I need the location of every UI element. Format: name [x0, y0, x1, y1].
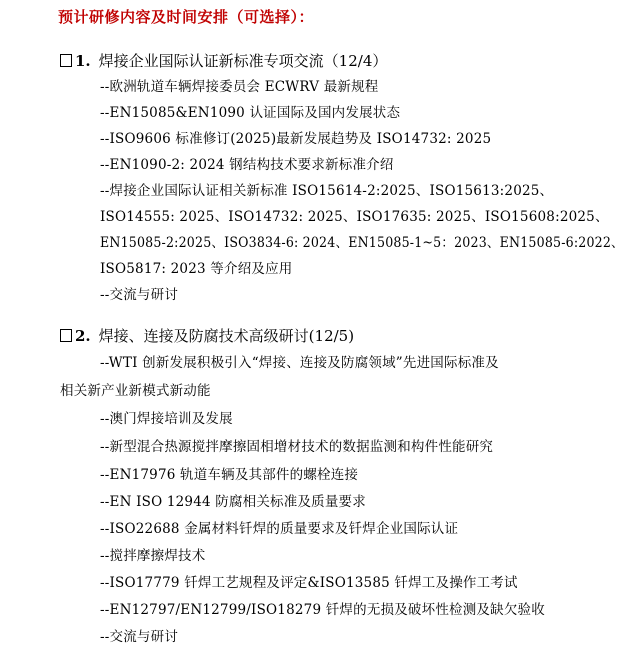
section-1-line-6: ISO14555: 2025、ISO14732: 2025、ISO17635: 2025、ISO15608:2025、: [100, 209, 609, 225]
section-2-line-6: --EN ISO 12944 防腐相关标准及质量要求: [100, 494, 366, 510]
section-2-line-3: --澳门焊接培训及发展: [100, 411, 233, 427]
section-2-line-11: --交流与研讨: [100, 629, 179, 645]
section-2-line-7: --ISO22688 金属材料钎焊的质量要求及钎焊企业国际认证: [100, 521, 459, 537]
section-1-title: 焊接企业国际认证新标准专项交流（12/4）: [98, 52, 388, 70]
section-1-line-8: ISO5817: 2023 等介绍及应用: [100, 261, 293, 277]
section-1-number: 1.: [75, 51, 91, 70]
section-1-title-row[interactable]: [60, 50, 387, 71]
section-2-line-2: 相关新产业新模式新动能: [60, 383, 211, 399]
section-2-line-4: --新型混合热源搅拌摩擦固相增材技术的数据监测和构件性能研究: [100, 439, 494, 455]
section-1-line-3: --ISO9606 标准修订(2025)最新发展趋势及 ISO14732: 2025: [100, 131, 492, 147]
section-1-checkbox[interactable]: [60, 54, 72, 67]
page-header: 预计研修内容及时间安排（可选择）：: [58, 8, 315, 26]
section-2-line-10: --EN12797/EN12799/ISO18279 钎焊的无损及破坏性检测及缺欠验收: [100, 602, 545, 618]
section-2-number: 2.: [75, 326, 91, 345]
section-2-line-5: --EN17976 轨道车辆及其部件的螺栓连接: [100, 467, 359, 483]
section-1-line-2: --EN15085&EN1090 认证国际及国内发展状态: [100, 105, 401, 121]
section-2-title-row[interactable]: [60, 325, 354, 346]
section-1-line-4: --EN1090-2: 2024 钢结构技术要求新标准介绍: [100, 157, 394, 173]
section-2-line-8: --搅拌摩擦焊技术: [100, 548, 206, 564]
section-2-line-9: --ISO17779 钎焊工艺规程及评定&ISO13585 钎焊工及操作工考试: [100, 575, 518, 591]
section-1-line-1: --欧洲轨道车辆焊接委员会 ECWRV 最新规程: [100, 79, 379, 95]
section-1-line-9: --交流与研讨: [100, 287, 179, 303]
section-2-checkbox[interactable]: [60, 329, 72, 342]
section-2-line-1: --WTI 创新发展积极引入“焊接、连接及防腐领域”先进国际标准及: [100, 355, 499, 371]
section-1-line-7: EN15085-2:2025、ISO3834-6: 2024、EN15085-1~5：2023、EN15085-6:2022、: [100, 235, 624, 251]
section-2-title: 焊接、连接及防腐技术高级研讨(12/5): [98, 327, 355, 345]
section-1-line-5: --焊接企业国际认证相关新标准 ISO15614-2:2025、ISO15613:2025、: [100, 183, 554, 199]
